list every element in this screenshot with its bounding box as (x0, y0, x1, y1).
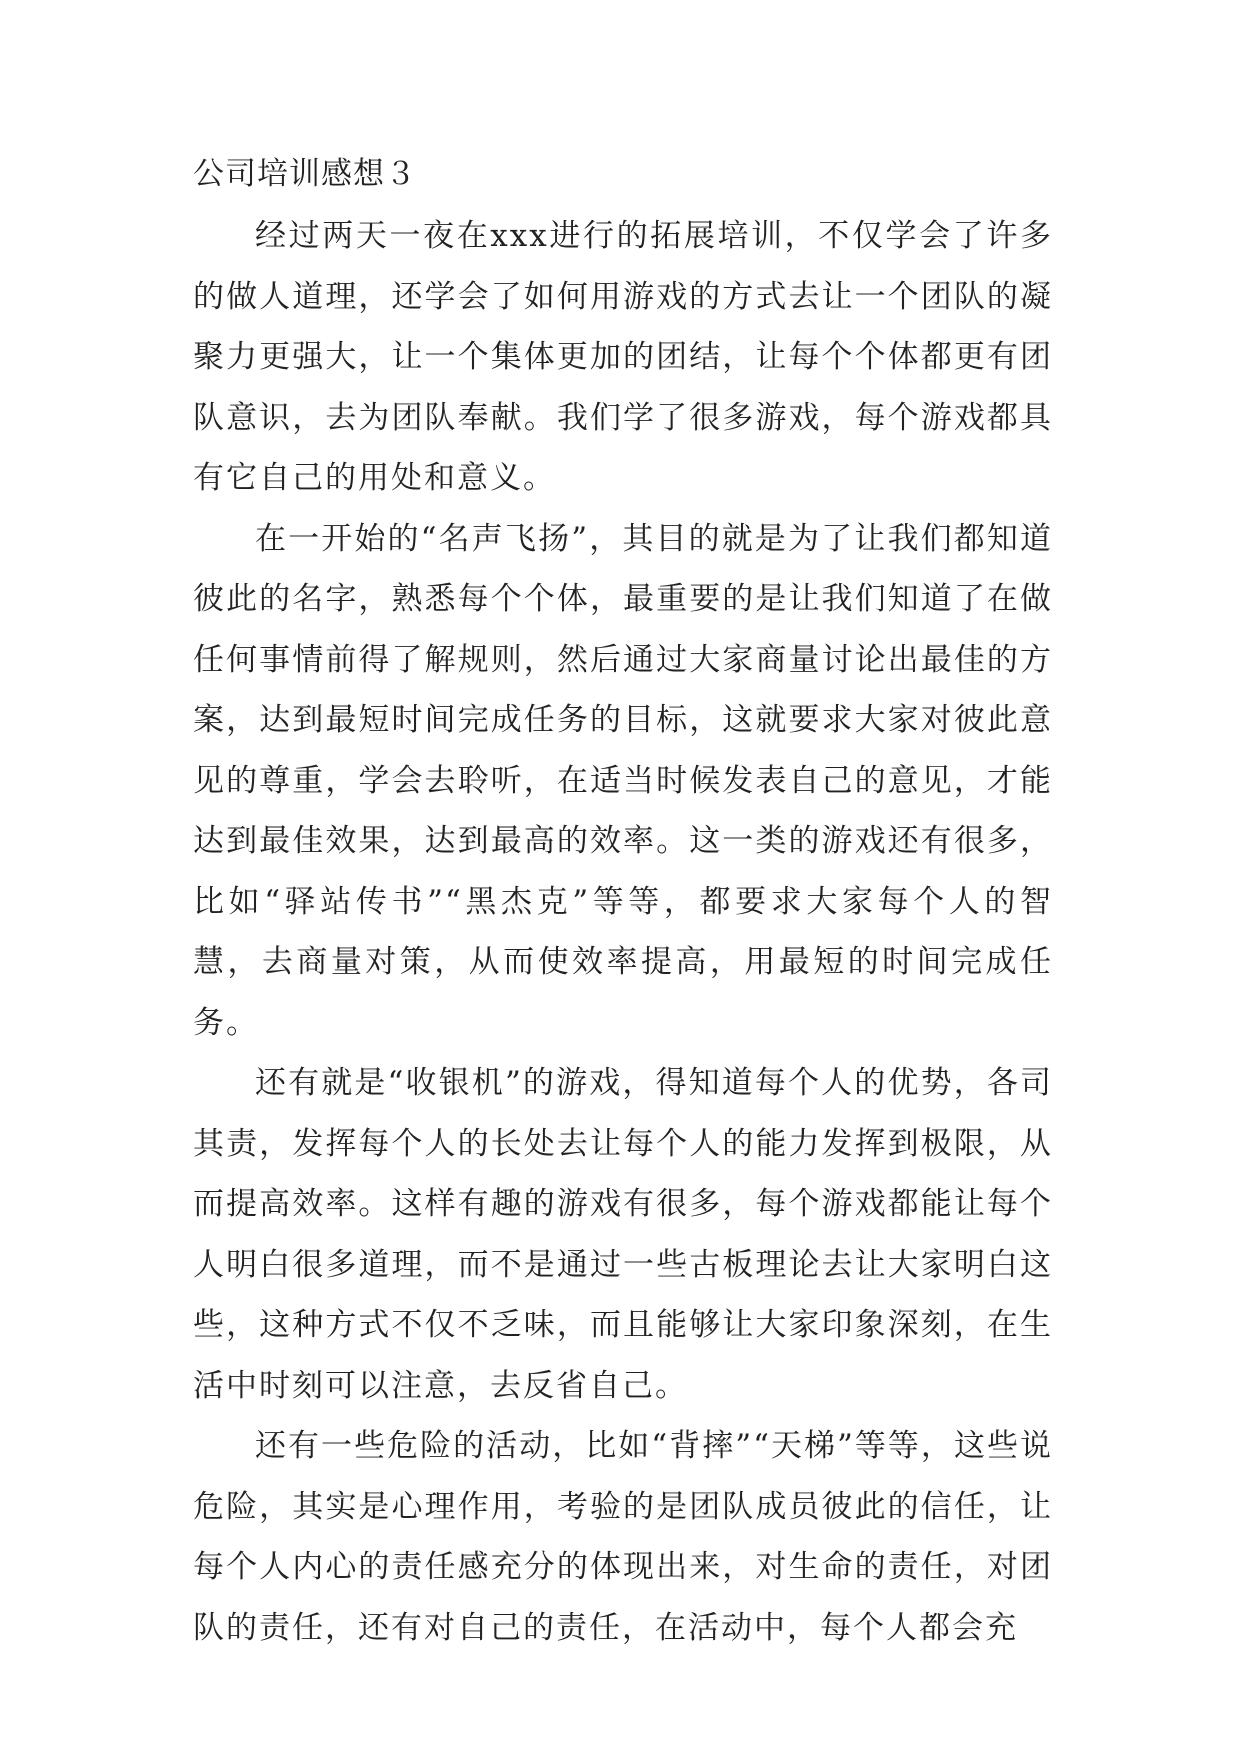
paragraph-1: 经过两天一夜在xxx进行的拓展培训，不仅学会了许多的做人道理，还学会了如何用游戏的方式去让一个团队的凝聚力更强大，让一个集体更加的团结，让每个个体都更有团队意识，去为团队奉献。我们学了很多游戏，每个游戏都具有它自己的用处和意义。 (193, 218, 1053, 496)
paragraph-4: 还有一些危险的活动，比如“背摔”“天梯”等等，这些说危险，其实是心理作用，考验的是团队成员彼此的信任，让每个人内心的责任感充分的体现出来，对生命的责任，对团队的责任，还有对自己的责任，在活动中，每个人都会充 (193, 1428, 1053, 1646)
paragraph-3: 还有就是“收银机”的游戏，得知道每个人的优势，各司其责，发挥每个人的长处去让每个人的能力发挥到极限，从而提高效率。这样有趣的游戏有很多，每个游戏都能让每个人明白很多道理，而不是通过一些古板理论去让大家明白这些，这种方式不仅不乏味，而且能够让大家印象深刻，在生活中时刻可以注意，去反省自己。 (193, 1065, 1053, 1404)
paragraph-2: 在一开始的“名声飞扬”，其目的就是为了让我们都知道彼此的名字，熟悉每个个体，最重要的是让我们知道了在做任何事情前得了解规则，然后通过大家商量讨论出最佳的方案，达到最短时间完成任务的目标，这就要求大家对彼此意见的尊重，学会去聆听，在适当时候发表自己的意见，才能达到最佳效果，达到最高的效率。这一类的游戏还有很多，比如“驿站传书”“黑杰克”等等，都要求大家每个人的智慧，去商量对策，从而使效率提高，用最短的时间完成任务。 (193, 520, 1053, 1041)
document-title: 公司培训感想３ (193, 156, 417, 192)
document-body (193, 156, 1053, 1658)
